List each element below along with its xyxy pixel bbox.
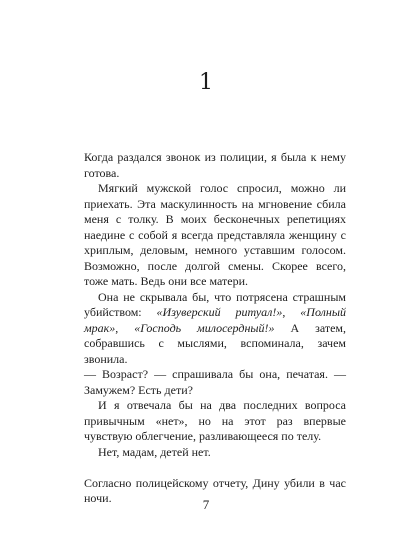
paragraph-4: — Возраст? — спрашивала бы она, печатая. — Замужем? Есть дети? <box>84 367 346 397</box>
page-number: 7 <box>202 497 210 512</box>
quote-title-3: «Господь милосердный!» <box>134 320 275 335</box>
quote-title-2: «Полный мрак» <box>84 305 346 335</box>
paragraph-2: Мягкий мужской голос спросил, можно ли приехать. Эта маскулинность на мгновение сбила меня с толку. В моих бесконечных репетициях наедине с собой я всегда представляла женщину с хриплым, деловым, немного уставшим голосом. Возможно, после долгой смены. Скорее всего, тоже мать. Ведь они все матери. <box>84 181 346 288</box>
paragraph-3-start: Она не скрывала бы, что потрясена страшным убийством: <box>84 289 346 319</box>
paragraph-7: Согласно полицейскому отчету, Дину убили в час ночи. <box>84 475 346 505</box>
chapter-text <box>84 150 346 507</box>
paragraph-3-sep-1: , <box>282 305 301 319</box>
section-break <box>84 460 346 476</box>
paragraph-3-end: А затем, собравшись с мыслями, вспоминала, зачем звонила. <box>84 320 346 366</box>
paragraph-5: И я отвечала бы на два последних вопроса привычным «нет», но на этот раз впервые чувствую облегчение, разливающееся по телу. <box>84 398 346 443</box>
paragraph-3-sep-2: , <box>115 320 135 335</box>
paragraph-1: Когда раздался звонок из полиции, я была к нему готова. <box>84 150 346 180</box>
chapter-number: 1 <box>199 70 213 95</box>
paragraph-6: Нет, мадам, детей нет. <box>98 444 211 459</box>
paragraph-3 <box>84 290 346 368</box>
quote-title-1: «Изуверский ритуал!» <box>156 305 283 319</box>
